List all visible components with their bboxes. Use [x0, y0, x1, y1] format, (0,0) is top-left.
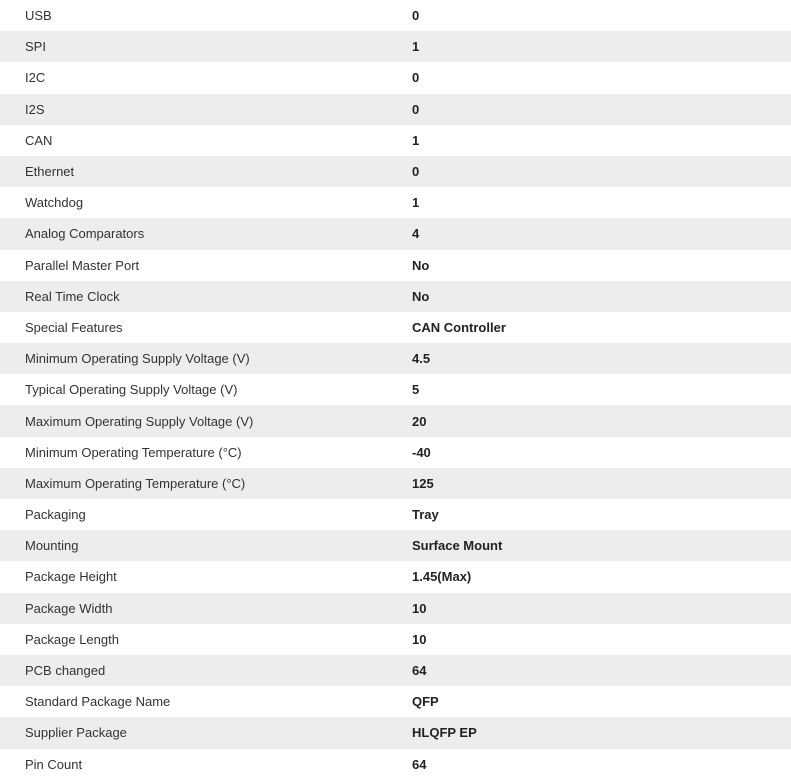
spec-value: Tray	[412, 507, 439, 523]
spec-label: Real Time Clock	[25, 288, 120, 304]
spec-row	[0, 749, 791, 780]
spec-value: QFP	[412, 694, 439, 710]
spec-row	[0, 62, 791, 93]
spec-label: CAN	[25, 132, 53, 148]
spec-row	[0, 281, 791, 312]
spec-value: 0	[412, 164, 420, 180]
spec-row	[0, 312, 791, 343]
spec-row	[0, 655, 791, 686]
spec-row	[0, 530, 791, 561]
spec-row	[0, 686, 791, 717]
spec-row	[0, 374, 791, 405]
spec-row	[0, 405, 791, 436]
spec-row	[0, 31, 791, 62]
spec-row	[0, 218, 791, 249]
spec-value: 0	[412, 8, 420, 24]
spec-label: Package Length	[25, 631, 119, 647]
spec-value: 125	[412, 475, 434, 491]
spec-label: PCB changed	[25, 663, 106, 679]
spec-row	[0, 343, 791, 374]
spec-label: Analog Comparators	[25, 226, 145, 242]
spec-row	[0, 717, 791, 748]
spec-row	[0, 437, 791, 468]
spec-label: Package Height	[25, 569, 117, 585]
spec-label: Packaging	[25, 507, 86, 523]
spec-label: Minimum Operating Temperature (°C)	[25, 444, 242, 460]
spec-label: USB	[25, 8, 52, 24]
spec-value: 4.5	[412, 351, 431, 367]
spec-label: Standard Package Name	[25, 694, 171, 710]
spec-row	[0, 624, 791, 655]
spec-value: Surface Mount	[412, 538, 503, 554]
spec-value: 5	[412, 382, 420, 398]
spec-value: 64	[412, 756, 427, 772]
spec-value: -40	[412, 444, 431, 460]
spec-label: Typical Operating Supply Voltage (V)	[25, 382, 238, 398]
spec-value: HLQFP EP	[412, 725, 477, 741]
spec-value: No	[412, 257, 430, 273]
spec-row	[0, 499, 791, 530]
spec-value: 1	[412, 195, 420, 211]
spec-row	[0, 94, 791, 125]
spec-label: I2S	[25, 101, 45, 117]
spec-label: Package Width	[25, 600, 113, 616]
spec-label: Maximum Operating Supply Voltage (V)	[25, 413, 254, 429]
spec-label: Maximum Operating Temperature (°C)	[25, 475, 246, 491]
spec-label: Mounting	[25, 538, 79, 554]
spec-value: 4	[412, 226, 420, 242]
spec-label: Pin Count	[25, 756, 83, 772]
spec-row	[0, 250, 791, 281]
spec-value: 0	[412, 101, 420, 117]
spec-row	[0, 468, 791, 499]
spec-value: 1.45(Max)	[412, 569, 472, 585]
spec-row	[0, 593, 791, 624]
spec-value: 20	[412, 413, 427, 429]
spec-label: Parallel Master Port	[25, 257, 140, 273]
spec-value: 10	[412, 600, 427, 616]
spec-row	[0, 156, 791, 187]
spec-label: Minimum Operating Supply Voltage (V)	[25, 351, 250, 367]
spec-label: SPI	[25, 39, 46, 55]
spec-label: I2C	[25, 70, 46, 86]
spec-value: No	[412, 288, 430, 304]
spec-row	[0, 187, 791, 218]
spec-value: 1	[412, 39, 420, 55]
spec-row	[0, 0, 791, 31]
spec-label: Supplier Package	[25, 725, 127, 741]
spec-value: 0	[412, 70, 420, 86]
spec-value: 64	[412, 663, 427, 679]
spec-value: 10	[412, 631, 427, 647]
spec-label: Special Features	[25, 319, 123, 335]
spec-row	[0, 125, 791, 156]
spec-value: CAN Controller	[412, 319, 506, 335]
spec-row	[0, 561, 791, 592]
spec-value: 1	[412, 132, 420, 148]
spec-label: Watchdog	[25, 195, 84, 211]
spec-label: Ethernet	[25, 164, 75, 180]
